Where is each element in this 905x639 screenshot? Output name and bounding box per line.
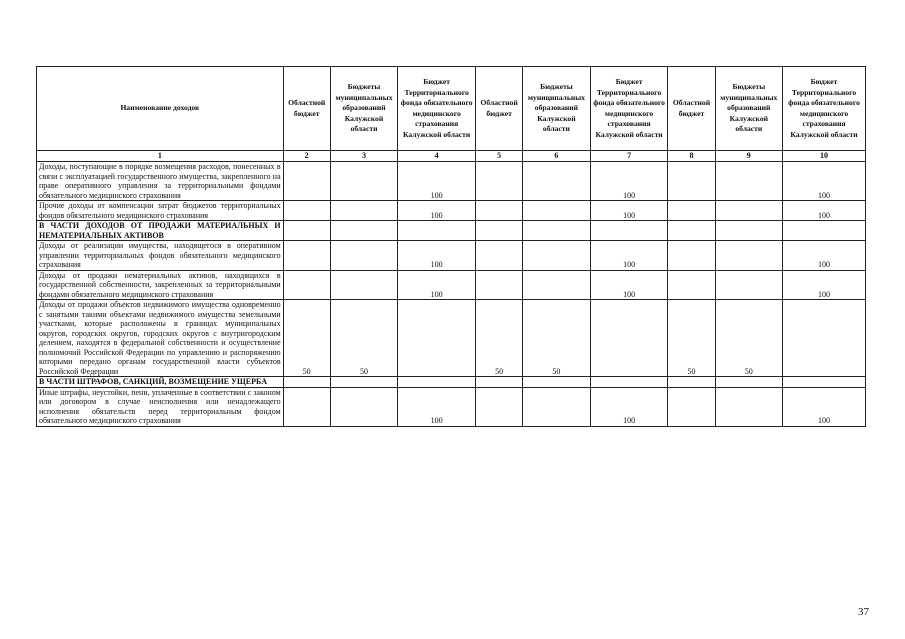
value-cell	[283, 270, 330, 300]
value-cell	[715, 377, 783, 388]
value-cell: 100	[783, 387, 866, 426]
value-cell	[523, 377, 591, 388]
value-cell: 50	[715, 300, 783, 377]
value-cell	[330, 221, 398, 241]
value-cell	[783, 221, 866, 241]
value-cell	[283, 221, 330, 241]
value-cell: 100	[783, 162, 866, 201]
section-title: В ЧАСТИ ШТРАФОВ, САНКЦИЙ, ВОЗМЕЩЕНИЕ УЩЕРБА	[37, 377, 284, 388]
column-number: 6	[523, 151, 591, 162]
value-cell	[668, 221, 715, 241]
value-cell: 50	[330, 300, 398, 377]
value-cell: 100	[398, 270, 476, 300]
value-cell	[476, 162, 523, 201]
value-cell	[476, 241, 523, 271]
column-number: 5	[476, 151, 523, 162]
value-cell: 100	[590, 201, 668, 221]
column-number: 7	[590, 151, 668, 162]
header-regional-budget: Областной бюджет	[476, 67, 523, 151]
value-cell	[476, 387, 523, 426]
value-cell: 100	[783, 201, 866, 221]
value-cell	[476, 377, 523, 388]
income-name: Иные штрафы, неустойки, пени, уплаченные в соответствии с законом или договором в случае неисполнения или ненадлежащего исполнения обязательств перед территориальным фондом обязательного медицинского страхования	[37, 387, 284, 426]
header-municipal-budgets: Бюджеты муниципальных образований Калужской области	[715, 67, 783, 151]
value-cell	[330, 201, 398, 221]
value-cell: 100	[783, 270, 866, 300]
value-cell	[668, 387, 715, 426]
value-cell	[330, 162, 398, 201]
value-cell	[668, 377, 715, 388]
value-cell	[330, 241, 398, 271]
section-title: В ЧАСТИ ДОХОДОВ ОТ ПРОДАЖИ МАТЕРИАЛЬНЫХ И НЕМАТЕРИАЛЬНЫХ АКТИВОВ	[37, 221, 284, 241]
value-cell	[523, 221, 591, 241]
value-cell	[283, 201, 330, 221]
page-number: 37	[858, 606, 869, 618]
income-name: Доходы от реализации имущества, находящегося в оперативном управлении территориальных фондов обязательного медицинского страхования	[37, 241, 284, 271]
value-cell	[330, 377, 398, 388]
value-cell	[523, 387, 591, 426]
table-row	[37, 300, 866, 377]
value-cell: 50	[668, 300, 715, 377]
value-cell: 100	[398, 201, 476, 221]
header-regional-budget: Областной бюджет	[668, 67, 715, 151]
value-cell	[590, 377, 668, 388]
value-cell: 100	[590, 387, 668, 426]
value-cell: 100	[590, 270, 668, 300]
value-cell	[476, 201, 523, 221]
value-cell: 100	[783, 241, 866, 271]
value-cell	[783, 377, 866, 388]
value-cell	[668, 270, 715, 300]
table-row	[37, 270, 866, 300]
value-cell	[523, 270, 591, 300]
value-cell	[590, 300, 668, 377]
income-name: Доходы, поступающие в порядке возмещения расходов, понесенных в связи с эксплуатацией государственного имущества, закрепленного на праве оперативного управления за территориальными фондами обязательного медицинского страхования	[37, 162, 284, 201]
value-cell	[398, 221, 476, 241]
value-cell	[715, 241, 783, 271]
value-cell	[330, 270, 398, 300]
value-cell	[715, 270, 783, 300]
header-municipal-budgets: Бюджеты муниципальных образований Калужской области	[330, 67, 398, 151]
column-number: 1	[37, 151, 284, 162]
value-cell	[783, 300, 866, 377]
table-row	[37, 162, 866, 201]
column-number: 2	[283, 151, 330, 162]
table-row	[37, 201, 866, 221]
income-name: Прочие доходы от компенсации затрат бюджетов территориальных фондов обязательного медицинского страхования	[37, 201, 284, 221]
value-cell: 100	[398, 241, 476, 271]
column-number: 10	[783, 151, 866, 162]
column-number: 3	[330, 151, 398, 162]
column-number: 9	[715, 151, 783, 162]
income-name: Доходы от продажи нематериальных активов, находящихся в государственной собственности, закрепленных за территориальными фондами обязательного медицинского страхования	[37, 270, 284, 300]
value-cell: 100	[398, 387, 476, 426]
table-row	[37, 387, 866, 426]
table-row	[37, 241, 866, 271]
header-income-name: Наименование доходов	[37, 67, 284, 151]
column-number: 4	[398, 151, 476, 162]
value-cell	[283, 387, 330, 426]
value-cell	[330, 387, 398, 426]
value-cell	[715, 201, 783, 221]
value-cell	[668, 162, 715, 201]
section-row	[37, 377, 866, 388]
value-cell	[590, 221, 668, 241]
header-tfoms-budget: Бюджет Территориального фонда обязательного медицинского страхования Калужской области	[783, 67, 866, 151]
value-cell: 50	[476, 300, 523, 377]
value-cell	[715, 387, 783, 426]
value-cell	[283, 241, 330, 271]
value-cell	[523, 162, 591, 201]
value-cell	[523, 241, 591, 271]
value-cell	[283, 377, 330, 388]
value-cell	[715, 221, 783, 241]
value-cell	[523, 201, 591, 221]
header-row	[37, 67, 866, 151]
value-cell	[283, 162, 330, 201]
value-cell	[398, 300, 476, 377]
value-cell: 50	[523, 300, 591, 377]
header-tfoms-budget: Бюджет Территориального фонда обязательного медицинского страхования Калужской области	[590, 67, 668, 151]
value-cell: 50	[283, 300, 330, 377]
header-municipal-budgets: Бюджеты муниципальных образований Калужской области	[523, 67, 591, 151]
column-number-row	[37, 151, 866, 162]
header-regional-budget: Областной бюджет	[283, 67, 330, 151]
column-number: 8	[668, 151, 715, 162]
value-cell	[668, 201, 715, 221]
value-cell	[476, 221, 523, 241]
value-cell	[476, 270, 523, 300]
value-cell: 100	[590, 162, 668, 201]
value-cell	[668, 241, 715, 271]
value-cell: 100	[590, 241, 668, 271]
revenue-distribution-table	[36, 66, 866, 427]
value-cell	[715, 162, 783, 201]
section-row	[37, 221, 866, 241]
income-name: Доходы от продажи объектов недвижимого имущества одновременно с занятыми такими объектами недвижимого имущества земельными участками, которые расположены в границах муниципальных округов, городских округов, городских округов с внутригородским делением, находятся в федеральной собственности и осуществление полномочий Российской Федерации по управлению и распоряжению которыми передано органам государственной власти субъектов Российской Федерации	[37, 300, 284, 377]
header-tfoms-budget: Бюджет Территориального фонда обязательного медицинского страхования Калужской области	[398, 67, 476, 151]
value-cell	[398, 377, 476, 388]
value-cell: 100	[398, 162, 476, 201]
